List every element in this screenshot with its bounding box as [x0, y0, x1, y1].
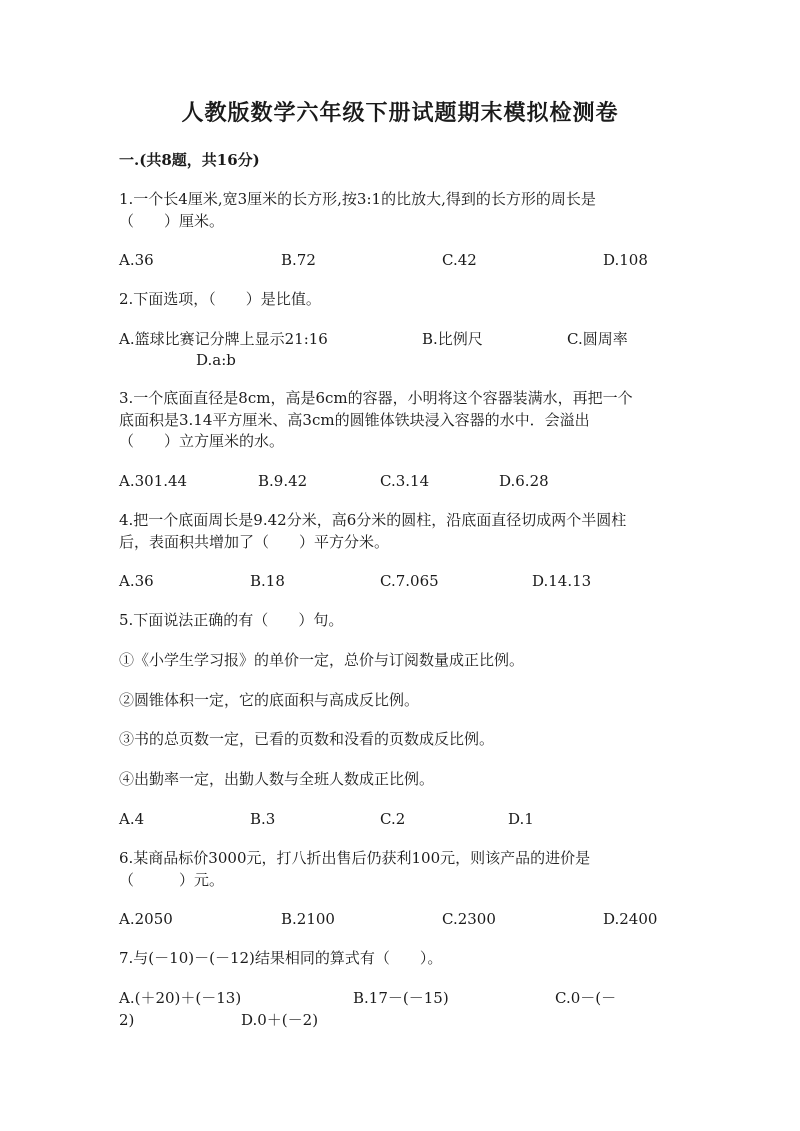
question-4-option-c: C.7.065 — [380, 572, 439, 590]
question-1-line-1: 1.一个长4厘米,宽3厘米的长方形,按3:1的比放大,得到的长方形的周长是 — [119, 190, 596, 208]
question-3-line-1: 3.一个底面直径是8cm，高是6cm的容器，小明将这个容器装满水，再把一个 — [119, 389, 633, 407]
question-5-option-b: B.3 — [250, 810, 276, 828]
question-2-option-c: C.圆周率 — [567, 330, 628, 348]
question-7-option-c: C.0－(－ — [555, 989, 617, 1007]
question-2-option-d: D.a:b — [196, 351, 236, 369]
question-2-line-1: 2.下面选项，（ ）是比值。 — [119, 290, 321, 308]
question-3-option-b: B.9.42 — [258, 472, 308, 490]
question-1-line-2: （ ）厘米。 — [119, 212, 225, 230]
section-heading: 一.(共8题，共16分) — [119, 151, 260, 169]
question-7-option-a: A.(＋20)＋(－13) — [119, 989, 242, 1007]
question-6-line-2: （ ）元。 — [119, 871, 225, 889]
question-5-statement-4: ④出勤率一定，出勤人数与全班人数成正比例。 — [119, 770, 435, 788]
question-7-line-1: 7.与(－10)－(－12)结果相同的算式有（ ）。 — [119, 949, 443, 967]
question-1-option-b: B.72 — [281, 251, 316, 269]
question-1-option-a: A.36 — [119, 251, 154, 269]
question-4-option-b: B.18 — [250, 572, 285, 590]
question-5-statement-1: ①《小学生学习报》的单价一定，总价与订阅数量成正比例。 — [119, 651, 525, 669]
question-5-option-c: C.2 — [380, 810, 406, 828]
question-2-option-a: A.篮球比赛记分牌上显示21:16 — [119, 330, 328, 348]
question-2-option-b: B.比例尺 — [422, 330, 483, 348]
question-3-option-d: D.6.28 — [499, 472, 549, 490]
question-6-line-1: 6.某商品标价3000元，打八折出售后仍获利100元，则该产品的进价是 — [119, 849, 591, 867]
question-4-option-a: A.36 — [119, 572, 154, 590]
question-5-option-d: D.1 — [508, 810, 534, 828]
question-1-option-c: C.42 — [442, 251, 477, 269]
page-title: 人教版数学六年级下册试题期末模拟检测卷 — [181, 100, 619, 126]
question-4-line-2: 后，表面积共增加了（ ）平方分米。 — [119, 533, 390, 551]
question-5-option-a: A.4 — [119, 810, 145, 828]
question-4-option-d: D.14.13 — [532, 572, 592, 590]
question-6-option-b: B.2100 — [281, 910, 335, 928]
question-5-line-1: 5.下面说法正确的有（ ）句。 — [119, 611, 344, 629]
question-3-line-3: （ ）立方厘米的水。 — [119, 432, 285, 450]
question-7-option-c-continued: 2) — [119, 1011, 135, 1029]
question-3-option-a: A.301.44 — [119, 472, 188, 490]
question-3-option-c: C.3.14 — [380, 472, 430, 490]
question-1-option-d: D.108 — [603, 251, 648, 269]
question-6-option-c: C.2300 — [442, 910, 496, 928]
question-5-statement-2: ②圆锥体积一定，它的底面积与高成反比例。 — [119, 691, 420, 709]
question-6-option-a: A.2050 — [119, 910, 173, 928]
question-3-line-2: 底面积是3.14平方厘米、高3cm的圆锥体铁块浸入容器的水中．会溢出 — [119, 411, 590, 429]
question-5-statement-3: ③书的总页数一定，已看的页数和没看的页数成反比例。 — [119, 730, 495, 748]
question-4-line-1: 4.把一个底面周长是9.42分米，高6分米的圆柱，沿底面直径切成两个半圆柱 — [119, 511, 627, 529]
question-7-option-d: D.0＋(－2) — [241, 1011, 319, 1029]
question-7-option-b: B.17－(－15) — [353, 989, 449, 1007]
question-6-option-d: D.2400 — [603, 910, 658, 928]
